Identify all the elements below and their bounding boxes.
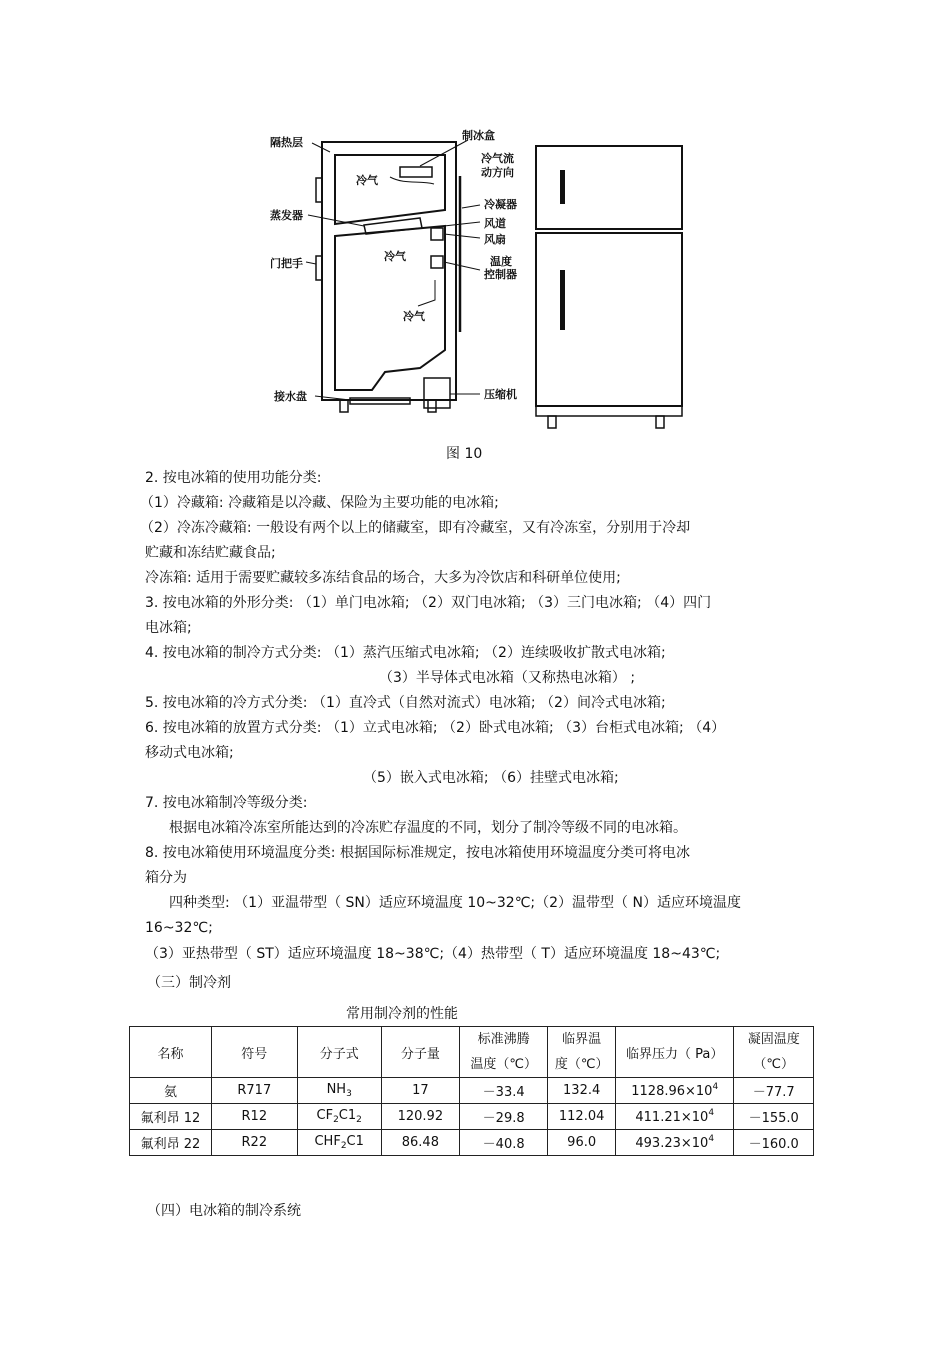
cell-ct: 112.04 (548, 1104, 616, 1130)
cell-fp: －155.0 (734, 1104, 814, 1130)
para-placement: 6. 按电冰箱的放置方式分类: （1）立式电冰箱; （2）卧式电冰箱; （3）台柜式电冰箱; （4） (145, 720, 726, 736)
th-boiling-2: 温度（℃） (470, 1057, 537, 1072)
table-title: 常用制冷剂的性能 (346, 1006, 458, 1022)
cell-bp: －40.8 (460, 1130, 548, 1156)
upper-door-handle (560, 170, 565, 204)
label-air-duct: 风道 (484, 217, 506, 230)
th-crit-temp-2: 度（℃） (554, 1057, 609, 1072)
table-header-row (130, 1027, 814, 1078)
para-grade: 7. 按电冰箱制冷等级分类: (145, 795, 308, 811)
label-cold-air-low: 冷气 (403, 310, 425, 323)
para-placement-cont: 移动式电冰箱; (145, 745, 234, 761)
th-crit-temp (548, 1027, 616, 1078)
cell-name: 氟利昂 12 (130, 1104, 212, 1130)
para-shape: 3. 按电冰箱的外形分类: （1）单门电冰箱; （2）双门电冰箱; （3）三门电冰箱; （4）四门 (145, 595, 712, 611)
cell-bp: －29.8 (460, 1104, 548, 1130)
cell-symbol: R717 (211, 1078, 297, 1104)
cell-symbol: R12 (211, 1104, 297, 1130)
th-name: 名称 (130, 1027, 212, 1078)
label-thermostat-2: 控制器 (484, 268, 517, 281)
section-refrigeration-system: （四）电冰箱的制冷系统 (147, 1203, 301, 1219)
label-cold-air-top: 冷气 (356, 174, 378, 187)
para-cooling-method-cont: （3）半导体式电冰箱（又称热电冰箱） ; (379, 670, 636, 686)
cell-formula: $CF_2C1_2$ (297, 1104, 381, 1130)
figure-caption: 图 10 (446, 446, 483, 462)
label-compressor: 压缩机 (484, 388, 517, 401)
cell-ct: 96.0 (548, 1130, 616, 1156)
cell-formula: $CHF_2C1$ (297, 1130, 381, 1156)
cell-mw: 86.48 (381, 1130, 459, 1156)
label-fan: 风扇 (484, 233, 506, 246)
para-ambient-types: 四种类型: （1）亚温带型（ SN）适应环境温度 10~32℃;（2）温带型（ N）适应环境温度 (169, 895, 741, 911)
table-row (130, 1130, 814, 1156)
label-drip-tray: 接水盘 (274, 390, 307, 403)
section-refrigerant: （三）制冷剂 (147, 975, 231, 991)
cell-ct: 132.4 (548, 1078, 616, 1104)
para-ambient-types-cont: 16~32℃; (145, 920, 213, 936)
para-ambient-cont: 箱分为 (145, 870, 187, 886)
para-fridge-freezer: （2）冷冻冷藏箱: 一般设有两个以上的储藏室，即有冷藏室，又有冷冻室，分别用于冷却 (140, 520, 691, 536)
para-ambient-types-cont2: （3）亚热带型（ ST）适应环境温度 18~38℃;（4）热带型（ T）适应环境温度 18~43℃; (145, 946, 721, 962)
para-ambient: 8. 按电冰箱使用环境温度分类: 根据国际标准规定，按电冰箱使用环境温度分类可将电冰 (145, 845, 690, 861)
cell-formula: $NH_3$ (297, 1078, 381, 1104)
label-door-handle: 门把手 (270, 257, 303, 270)
cell-bp: －33.4 (460, 1078, 548, 1104)
para-fridge-freezer-cont: 贮藏和冻结贮藏食品; (145, 545, 276, 561)
label-ice-box: 制冰盒 (462, 129, 495, 142)
label-evaporator: 蒸发器 (270, 209, 303, 222)
lower-door-handle (560, 270, 565, 330)
th-mw: 分子量 (381, 1027, 459, 1078)
para-cooling-method: 4. 按电冰箱的制冷方式分类: （1）蒸汽压缩式电冰箱; （2）连续吸收扩散式电冰箱; (145, 645, 666, 661)
label-airflow-1: 冷气流 (481, 152, 514, 165)
para-placement-cont2: （5）嵌入式电冰箱; （6）挂壁式电冰箱; (363, 770, 619, 786)
th-boiling-1: 标准沸腾 (477, 1032, 530, 1047)
para-freezer: 冷冻箱: 适用于需要贮藏较多冻结食品的场合，大多为冷饮店和科研单位使用; (145, 570, 621, 586)
cell-cp: $1128.96\times 10^4$ (616, 1078, 734, 1104)
th-freezing (734, 1027, 814, 1078)
para-grade-desc: 根据电冰箱冷冻室所能达到的冷冻贮存温度的不同，划分了制冷等级不同的电冰箱。 (169, 820, 687, 836)
th-symbol: 符号 (211, 1027, 297, 1078)
para-cold-method: 5. 按电冰箱的冷方式分类: （1）直冷式（自然对流式）电冰箱; （2）间冷式电冰箱; (145, 695, 666, 711)
refrigerant-table (129, 1026, 814, 1156)
cell-mw: 120.92 (381, 1104, 459, 1130)
label-insulation: 隔热层 (270, 136, 303, 149)
refrigerator-diagram (0, 0, 950, 440)
th-freezing-1: 凝固温度 (747, 1032, 800, 1047)
label-cold-air-mid: 冷气 (384, 250, 406, 263)
cell-name: 氟利昂 22 (130, 1130, 212, 1156)
cell-fp: －77.7 (734, 1078, 814, 1104)
cell-mw: 17 (381, 1078, 459, 1104)
label-thermostat-1: 温度 (490, 255, 512, 268)
cell-name: 氨 (130, 1078, 212, 1104)
para-shape-cont: 电冰箱; (145, 620, 192, 636)
th-freezing-2: （℃） (753, 1057, 795, 1072)
para-function-heading: 2. 按电冰箱的使用功能分类: (145, 470, 322, 486)
cell-cp: $411.21\times 10^4$ (616, 1104, 734, 1130)
th-crit-temp-1: 临界温 (562, 1032, 602, 1047)
table-row (130, 1104, 814, 1130)
th-boiling (460, 1027, 548, 1078)
table-row (130, 1078, 814, 1104)
label-condenser: 冷凝器 (484, 198, 517, 211)
th-formula: 分子式 (297, 1027, 381, 1078)
th-crit-pressure: 临界压力（ Pa） (616, 1027, 734, 1078)
cell-fp: －160.0 (734, 1130, 814, 1156)
cell-symbol: R22 (211, 1130, 297, 1156)
para-refrigerator: （1）冷藏箱: 冷藏箱是以冷藏、保险为主要功能的电冰箱; (140, 495, 499, 511)
label-airflow-2: 动方向 (481, 166, 514, 179)
cell-cp: $493.23\times 10^4$ (616, 1130, 734, 1156)
